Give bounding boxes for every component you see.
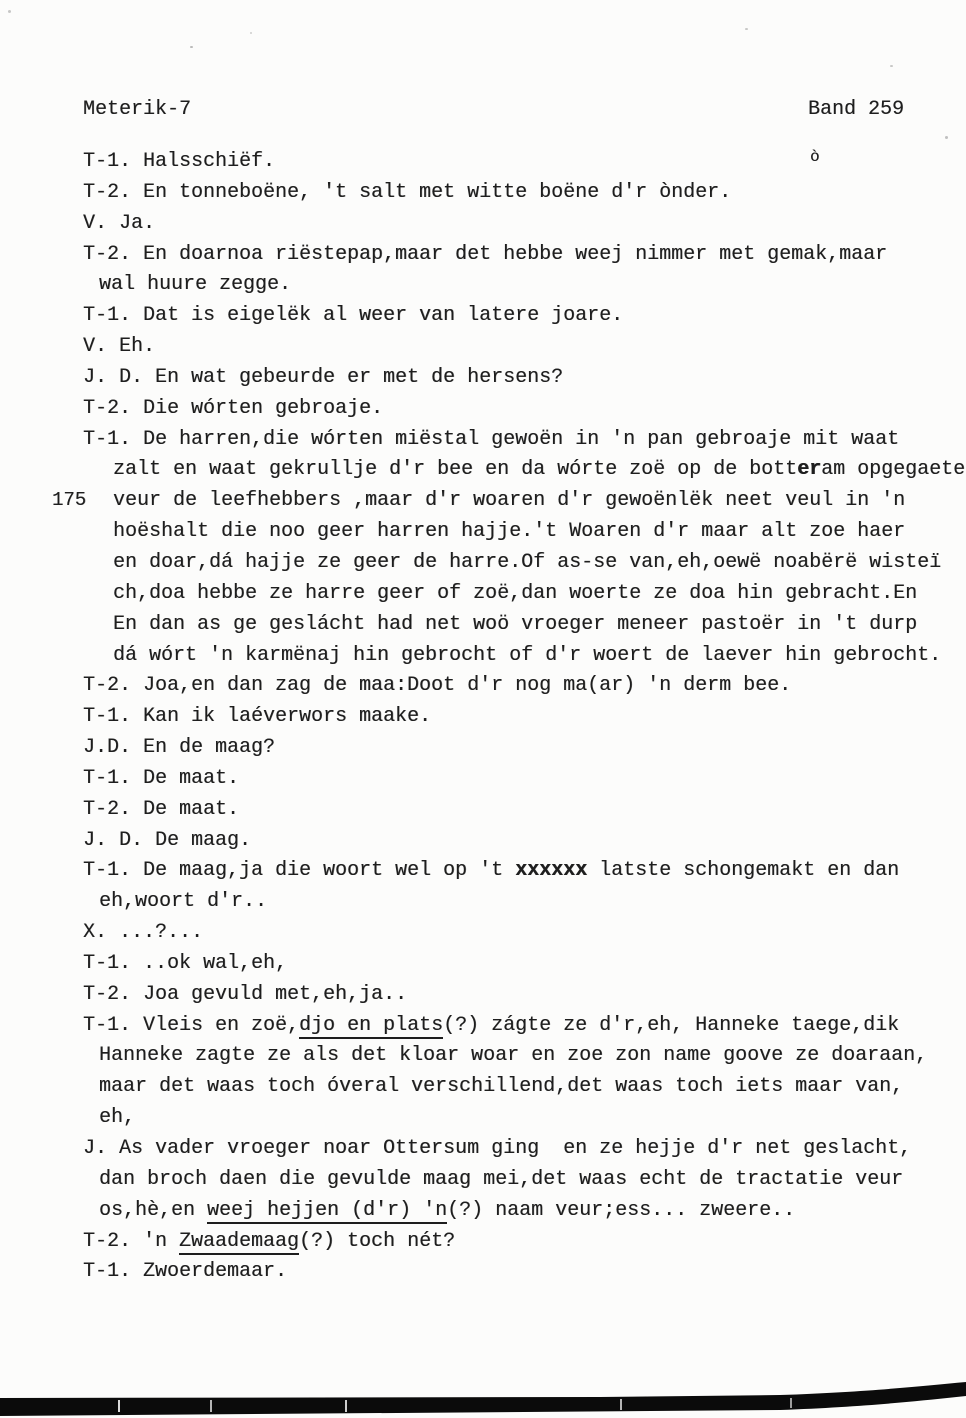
transcript-line [83, 1257, 963, 1288]
line-text: latste schongemakt en dan [587, 859, 900, 883]
scan-speck [8, 10, 11, 13]
line-text: (?) naam veur;ess... zweere.. [447, 1198, 796, 1222]
transcript-line [83, 1227, 963, 1258]
transcript-line [83, 455, 966, 486]
transcript-line [83, 949, 963, 980]
transcript-line [83, 887, 963, 918]
line-text: T-2. En doarnoa riëstepap,maar det hebbe weej nimmer met gemak,maar [83, 242, 888, 266]
line-text: am opgegaete [821, 458, 966, 482]
line-text: T-1. Halsschiëf. [83, 150, 276, 173]
line-text: eh,woort d'r.. [99, 890, 268, 914]
line-text: ch,doa hebbe ze harre geer of zoë,dan woerte ze doa hin gebracht.En [113, 581, 918, 605]
line-text: V. Ja. [83, 211, 156, 235]
transcript-line [83, 733, 963, 764]
transcript-line [83, 610, 963, 641]
transcript-line [83, 1011, 963, 1042]
line-text: T-1. Dat is eigelëk al weer van latere joare. [83, 304, 624, 328]
line-text: T-1. ..ok wal,eh, [83, 951, 288, 975]
overstruck-text: er [797, 458, 822, 482]
transcript-line [83, 671, 963, 702]
line-text: T-2. En tonneboëne, 't salt met witte boëne d'r ònder. [83, 180, 732, 204]
scan-speck [745, 28, 748, 30]
transcript-line [83, 363, 963, 394]
line-text: Hanneke zagte ze als det kloar woar en zoe zon name goove ze doaraan, [99, 1044, 928, 1068]
transcript-line [83, 1041, 963, 1072]
scanner-edge-band [0, 1376, 966, 1418]
line-text: J. D. En wat gebeurde er met de hersens? [83, 365, 564, 389]
transcript-line [83, 1134, 963, 1165]
transcript-line [83, 147, 963, 178]
transcript-line [83, 178, 963, 209]
line-text: T-1. De harren,die wórten miëstal gewoën in 'n pan gebroaje mit waat [83, 427, 900, 451]
document-title: Meterik-7 [83, 98, 192, 121]
line-text: T-2. Joa gevuld met,eh,ja.. [83, 982, 408, 1006]
transcript-line [83, 332, 963, 363]
transcript-line [83, 579, 963, 610]
transcript-line [83, 486, 963, 517]
page-header [0, 98, 966, 124]
transcript-line [83, 1072, 963, 1103]
underlined-phrase: Zwaademaag [179, 1229, 300, 1253]
transcript-line [83, 641, 963, 672]
transcript-line [83, 1103, 963, 1134]
margin-page-number: 175 [52, 489, 87, 511]
transcript [83, 147, 966, 1288]
transcript-line [83, 209, 963, 240]
line-text: T-1. De maag,ja die woort wel op 't [83, 859, 516, 883]
line-text: maar det waas toch óveral verschillend,det waas toch iets maar van, [99, 1075, 904, 1099]
transcript-line [83, 795, 963, 826]
band-number: Band 259 [808, 98, 905, 121]
line-text: En dan as ge geslácht had net woö vroeger meneer pastoër in 't durp [113, 612, 918, 636]
line-text: zalt en waat gekrullje d'r bee en da wórte zoë op de bott [113, 458, 798, 482]
line-text: T-1. Vleis en zoë, [83, 1013, 300, 1037]
line-text: wal huure zegge. [99, 273, 292, 297]
scan-speck [890, 65, 893, 67]
transcript-line [83, 918, 963, 949]
transcript-line [83, 1165, 963, 1196]
transcript-line [83, 425, 963, 456]
line-text: dan broch daen die gevulde maag mei,det waas echt de tractatie veur [99, 1167, 904, 1191]
line-text: X. ...?... [83, 921, 204, 945]
transcript-line [83, 856, 963, 887]
transcript-line [83, 702, 963, 733]
transcript-line [83, 240, 963, 271]
transcript-line [83, 270, 963, 301]
line-text: en doar,dá hajje ze geer de harre.Of as-se van,eh,oewë noabërë wisteï [113, 550, 942, 574]
transcript-line [83, 548, 963, 579]
underlined-phrase: weej hejjen (d'r) 'n [207, 1198, 448, 1222]
line-text: J. As vader vroeger noar Ottersum ging en ze hejje d'r net geslacht, [83, 1137, 912, 1160]
handwritten-corner-mark: ò [810, 148, 820, 166]
line-text: eh, [99, 1106, 136, 1130]
overstruck-text: xxxxxx [515, 859, 588, 883]
underlined-phrase: djo en plats [299, 1013, 444, 1037]
transcript-line [83, 517, 963, 548]
transcript-line [83, 980, 963, 1011]
line-text: T-2. Joa,en dan zag de maa:Doot d'r nog ma(ar) 'n derm bee. [83, 674, 792, 698]
line-text: veur de leefhebbers ,maar d'r woaren d'r gewoënlëk neet veul in 'n [113, 489, 906, 513]
line-text: T-2. 'n [83, 1229, 180, 1253]
line-text: J.D. En de maag? [83, 736, 276, 760]
transcript-line [83, 301, 963, 332]
scan-speck [945, 136, 948, 139]
line-text: (?) toch nét? [299, 1229, 456, 1253]
line-text: os,hè,en [99, 1198, 208, 1222]
transcript-line [83, 764, 963, 795]
transcript-line [83, 1196, 963, 1227]
line-text: V. Eh. [83, 335, 156, 359]
line-text: T-2. Die wórten gebroaje. [83, 396, 384, 420]
scan-speck [250, 32, 252, 34]
transcript-line [83, 826, 963, 857]
line-text: dá wórt 'n karmënaj hin gebrocht of d'r woert de laever hin gebrocht. [113, 643, 942, 667]
line-text: T-1. De maat. [83, 766, 240, 790]
line-text: T-1. Zwoerdemaar. [83, 1260, 288, 1284]
line-text: J. D. De maag. [83, 828, 252, 852]
transcript-line [83, 394, 963, 425]
scan-speck [190, 46, 193, 48]
line-text: T-1. Kan ik laéverwors maake. [83, 705, 432, 729]
line-text: hoëshalt die noo geer harren hajje.'t Woaren d'r maar alt zoe haer [113, 520, 906, 544]
line-text: T-2. De maat. [83, 797, 240, 821]
line-text: (?) zágte ze d'r,eh, Hanneke taege,dik [443, 1013, 900, 1037]
